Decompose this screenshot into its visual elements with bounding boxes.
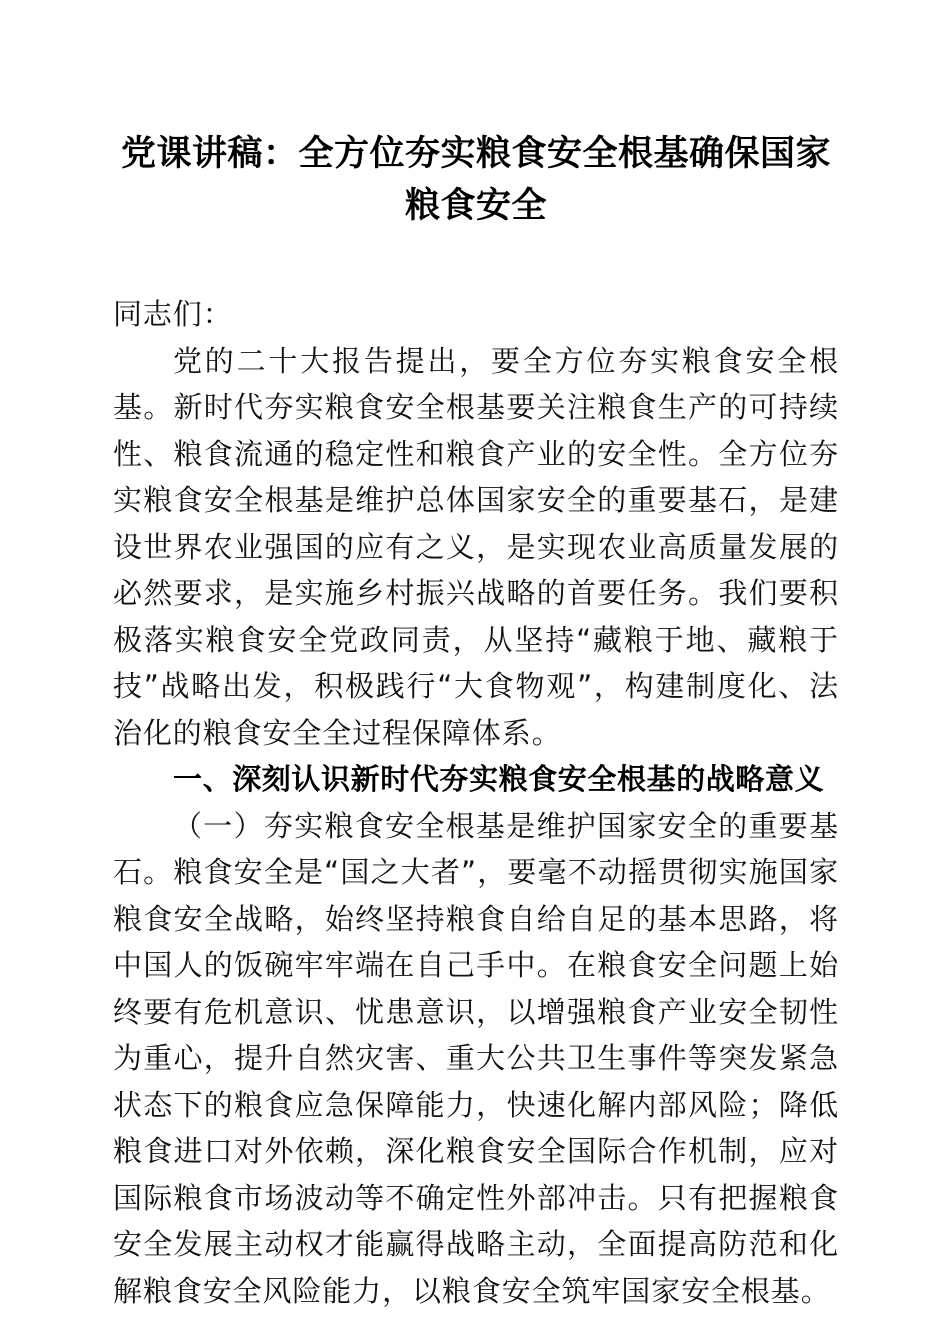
body-paragraph-1: 党的二十大报告提出，要全方位夯实粮食安全根基。新时代夯实粮食安全根基要关注粮食生产的可持续性、粮食流通的稳定性和粮食产业的安全性。全方位夯实粮食安全根基是维护总体国家安全的重要基石，是建设世界农业强国的应有之义，是实现农业高质量发展的必然要求，是实施乡村振兴战略的首要任务。我们要积极落实粮食安全党政同责，从坚持“藏粮于地、藏粮于技”战略出发，积极践行“大食物观”，构建制度化、法治化的粮食安全全过程保障体系。 (113, 343, 839, 750)
page-title (113, 0, 839, 232)
title-line-2: 粮食安全 (404, 185, 547, 226)
salutation-line: 同志们： (113, 297, 233, 331)
document-body (113, 0, 839, 1314)
body-paragraph-2: （一）夯实粮食安全根基是维护国家安全的重要基石。粮食安全是“国之大者”，要毫不动摇贯彻实施国家粮食安全战略，始终坚持粮食自给自足的基本思路，将中国人的饭碗牢牢端在自己手中。在粮食安全问题上始终要有危机意识、忧患意识，以增强粮食产业安全韧性为重心，提升自然灾害、重大公共卫生事件等突发紧急状态下的粮食应急保障能力，快速化解内部风险；降低粮食进口对外依赖，深化粮食安全国际合作机制，应对国际粮食市场波动等不确定性外部冲击。只有把握粮食安全发展主动权才能赢得战略主动，全面提高防范和化解粮食安全风险能力，以粮食安全筑牢国家安全根基。 (113, 808, 839, 1308)
title-line-1: 党课讲稿：全方位夯实粮食安全根基确保国家 (120, 133, 831, 174)
title-spacer (113, 232, 839, 291)
section-heading-1: 一、深刻认识新时代夯实粮食安全根基的战略意义 (173, 762, 825, 796)
